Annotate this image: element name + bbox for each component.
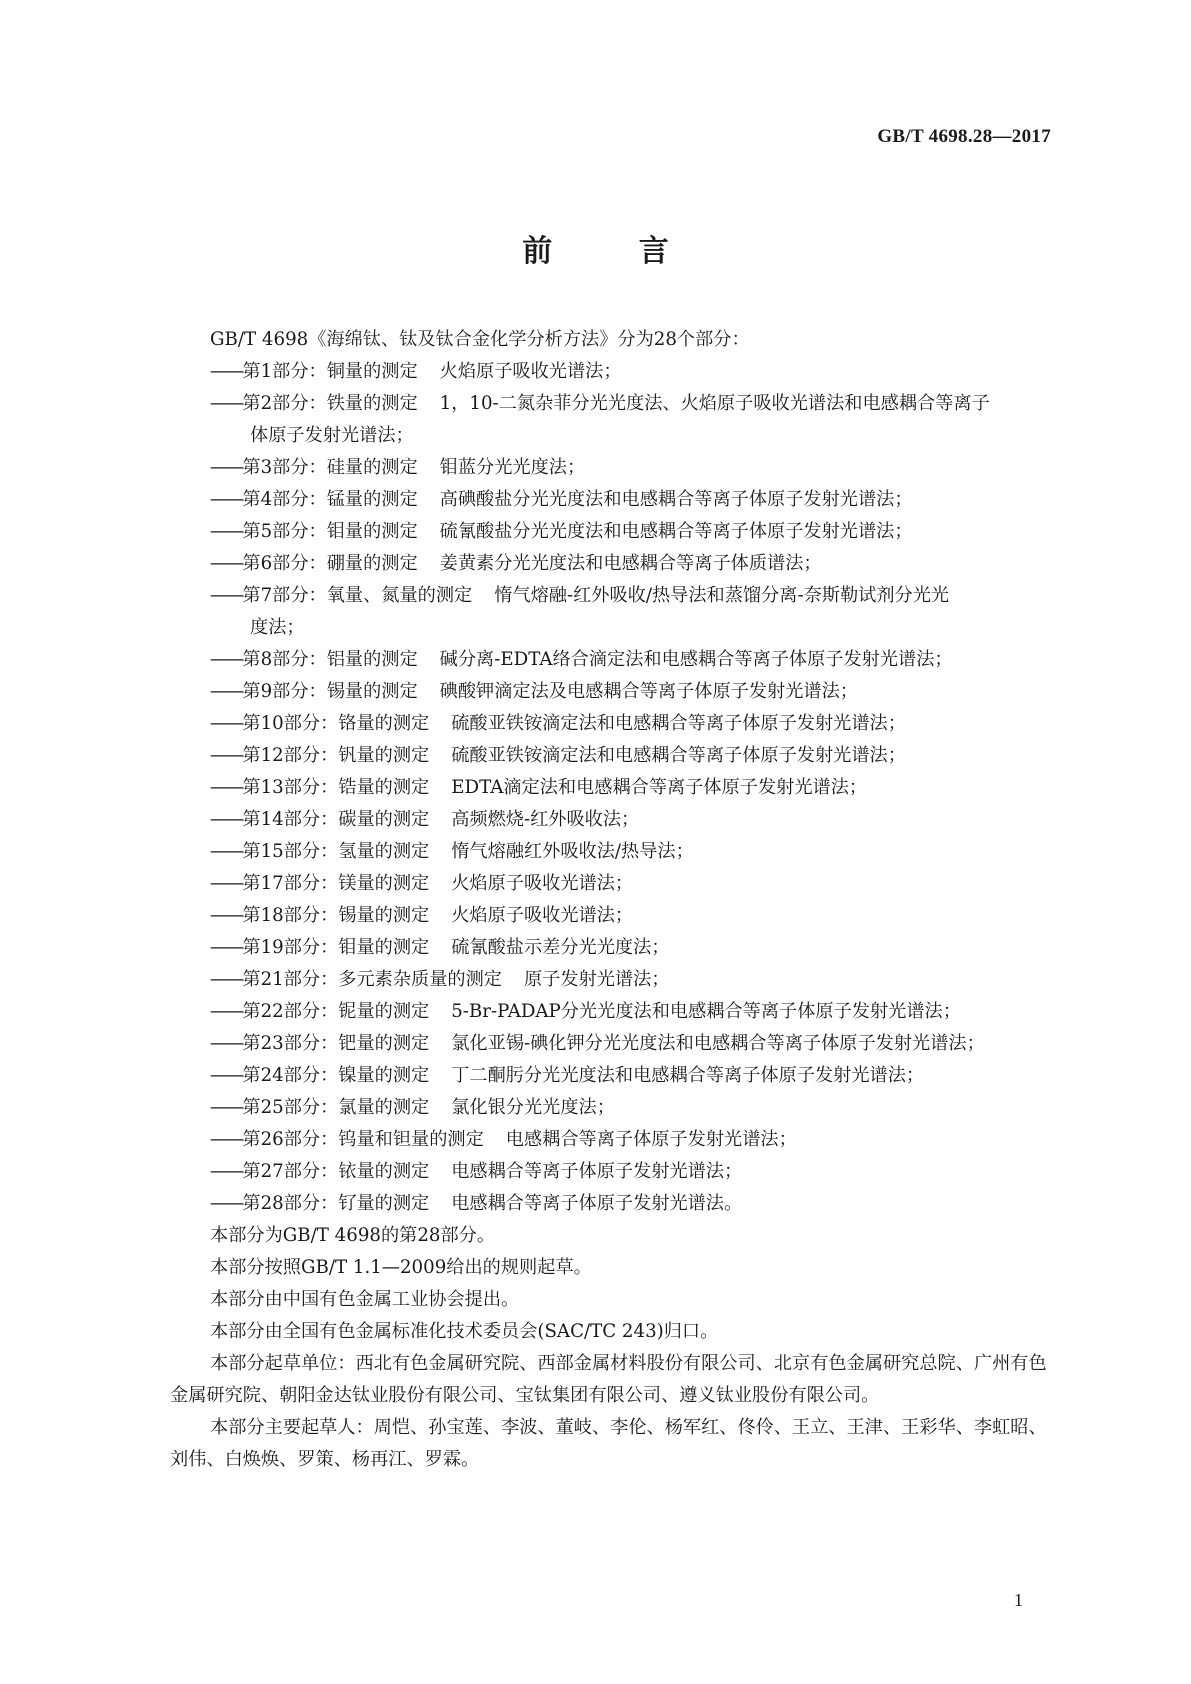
list-item xyxy=(170,356,1050,388)
parts-list xyxy=(170,356,1050,1220)
part-method: 电感耦合等离子体原子发射光谱法。 xyxy=(451,1193,743,1214)
part-method: 火焰原子吸收光谱法； xyxy=(451,905,634,926)
list-dash: —— xyxy=(210,1129,243,1150)
part-label: 第15部分：氢量的测定 xyxy=(242,841,430,862)
list-dash: —— xyxy=(210,969,243,990)
list-dash: —— xyxy=(210,937,243,958)
list-item xyxy=(170,1028,1050,1060)
list-item xyxy=(170,548,1050,580)
statement-paragraph: 本部分由中国有色金属工业协会提出。 xyxy=(210,1289,520,1310)
list-dash: —— xyxy=(210,585,243,606)
part-label: 第24部分：镍量的测定 xyxy=(242,1065,430,1086)
document-body xyxy=(170,324,1050,1476)
part-method: 惰气熔融红外吸收法/热导法； xyxy=(451,841,694,862)
list-dash: —— xyxy=(210,361,243,382)
list-item xyxy=(170,804,1050,836)
part-label: 第18部分：锡量的测定 xyxy=(242,905,430,926)
list-dash: —— xyxy=(210,745,243,766)
part-label: 第7部分：氧量、氮量的测定 xyxy=(242,585,473,606)
list-dash: —— xyxy=(210,649,243,670)
statement-paragraph: 本部分为GB/T 4698的第28部分。 xyxy=(210,1225,496,1246)
list-dash: —— xyxy=(210,809,243,830)
part-label: 第2部分：铁量的测定 xyxy=(242,393,418,414)
part-method: 高碘酸盐分光光度法和电感耦合等离子体原子发射光谱法； xyxy=(439,489,913,510)
list-item xyxy=(170,868,1050,900)
list-item xyxy=(170,836,1050,868)
part-label: 第26部分：钨量和钽量的测定 xyxy=(242,1129,484,1150)
part-method: 碘酸钾滴定法及电感耦合等离子体原子发射光谱法； xyxy=(439,681,858,702)
part-label: 第25部分：氯量的测定 xyxy=(242,1097,430,1118)
list-item xyxy=(170,676,1050,708)
part-method: 1，10-二氮杂菲分光光度法、火焰原子吸收光谱法和电感耦合等离子 xyxy=(439,393,990,414)
list-item xyxy=(170,516,1050,548)
part-label: 第6部分：硼量的测定 xyxy=(242,553,418,574)
list-dash: —— xyxy=(210,1161,243,1182)
part-label: 第12部分：钒量的测定 xyxy=(242,745,430,766)
list-dash: —— xyxy=(210,457,243,478)
part-method: 硫氰酸盐分光光度法和电感耦合等离子体原子发射光谱法； xyxy=(439,521,913,542)
list-item xyxy=(170,1092,1050,1124)
part-method: 氯化亚锡-碘化钾分光光度法和电感耦合等离子体原子发射光谱法； xyxy=(451,1033,985,1054)
list-item xyxy=(170,388,1050,452)
list-dash: —— xyxy=(210,873,243,894)
list-item xyxy=(170,1188,1050,1220)
list-item xyxy=(170,772,1050,804)
list-dash: —— xyxy=(210,1033,243,1054)
list-dash: —— xyxy=(210,905,243,926)
part-method: 硫氰酸盐示差分光光度法； xyxy=(451,937,670,958)
part-method: 电感耦合等离子体原子发射光谱法； xyxy=(451,1161,743,1182)
list-dash: —— xyxy=(210,1193,243,1214)
list-dash: —— xyxy=(210,777,243,798)
part-method-continuation: 体原子发射光谱法； xyxy=(250,425,414,446)
part-method: 硫酸亚铁铵滴定法和电感耦合等离子体原子发射光谱法； xyxy=(451,745,906,766)
list-dash: —— xyxy=(210,553,243,574)
list-dash: —— xyxy=(210,521,243,542)
list-item xyxy=(170,484,1050,516)
part-label: 第13部分：锆量的测定 xyxy=(242,777,430,798)
part-method: 惰气熔融-红外吸收/热导法和蒸馏分离-奈斯勒试剂分光光 xyxy=(494,585,950,606)
part-method: 火焰原子吸收光谱法； xyxy=(451,873,634,894)
part-label: 第17部分：镁量的测定 xyxy=(242,873,430,894)
part-label: 第5部分：钼量的测定 xyxy=(242,521,418,542)
part-label: 第3部分：硅量的测定 xyxy=(242,457,418,478)
list-dash: —— xyxy=(210,1001,243,1022)
list-dash: —— xyxy=(210,489,243,510)
statement-paragraph: 本部分由全国有色金属标准化技术委员会(SAC/TC 243)归口。 xyxy=(210,1321,719,1342)
list-dash: —— xyxy=(210,713,243,734)
part-method: 碱分离-EDTA络合滴定法和电感耦合等离子体原子发射光谱法； xyxy=(439,649,953,670)
list-dash: —— xyxy=(210,393,243,414)
part-method: 电感耦合等离子体原子发射光谱法； xyxy=(505,1129,797,1150)
statements xyxy=(170,1220,1050,1476)
list-item xyxy=(170,900,1050,932)
part-label: 第10部分：铬量的测定 xyxy=(242,713,430,734)
part-method: 火焰原子吸收光谱法； xyxy=(439,361,622,382)
list-item xyxy=(170,932,1050,964)
list-dash: —— xyxy=(210,1097,243,1118)
list-item xyxy=(170,580,1050,644)
part-method: 姜黄素分光光度法和电感耦合等离子体质谱法； xyxy=(439,553,822,574)
list-item xyxy=(170,740,1050,772)
page-title: 前 言 xyxy=(522,234,707,269)
part-method: 高频燃烧-红外吸收法； xyxy=(451,809,640,830)
part-label: 第8部分：铝量的测定 xyxy=(242,649,418,670)
part-label: 第9部分：锡量的测定 xyxy=(242,681,418,702)
list-item xyxy=(170,452,1050,484)
list-item xyxy=(170,644,1050,676)
part-label: 第22部分：铌量的测定 xyxy=(242,1001,430,1022)
part-method: 氯化银分光光度法； xyxy=(451,1097,615,1118)
list-dash: —— xyxy=(210,1065,243,1086)
part-method: EDTA滴定法和电感耦合等离子体原子发射光谱法； xyxy=(451,777,868,798)
page-number: 1 xyxy=(1014,1590,1023,1610)
list-item xyxy=(170,1124,1050,1156)
part-label: 第28部分：钌量的测定 xyxy=(242,1193,430,1214)
list-dash: —— xyxy=(210,841,243,862)
part-method: 5-Br-PADAP分光光度法和电感耦合等离子体原子发射光谱法； xyxy=(451,1001,961,1022)
statement-paragraph: 本部分按照GB/T 1.1—2009给出的规则起草。 xyxy=(210,1257,592,1278)
part-label: 第4部分：锰量的测定 xyxy=(242,489,418,510)
intro-paragraph: GB/T 4698《海绵钛、钛及钛合金化学分析方法》分为28个部分： xyxy=(210,329,750,350)
statement-paragraph: 本部分主要起草人：周恺、孙宝莲、李波、董岐、李伦、杨军红、佟伶、王立、王津、王彩华、李虹昭、刘伟、白焕焕、罗策、杨再江、罗霖。 xyxy=(170,1417,1047,1470)
list-item xyxy=(170,996,1050,1028)
part-method: 硫酸亚铁铵滴定法和电感耦合等离子体原子发射光谱法； xyxy=(451,713,906,734)
list-item xyxy=(170,708,1050,740)
part-label: 第1部分：铜量的测定 xyxy=(242,361,418,382)
list-item xyxy=(170,964,1050,996)
standard-code: GB/T 4698.28—2017 xyxy=(877,126,1051,147)
list-item xyxy=(170,1156,1050,1188)
part-label: 第23部分：钯量的测定 xyxy=(242,1033,430,1054)
part-method: 原子发射光谱法； xyxy=(523,969,670,990)
part-method-continuation: 度法； xyxy=(250,617,305,638)
part-label: 第19部分：钼量的测定 xyxy=(242,937,430,958)
statement-paragraph: 本部分起草单位：西北有色金属研究院、西部金属材料股份有限公司、北京有色金属研究总院、广州有色金属研究院、朝阳金达钛业股份有限公司、宝钛集团有限公司、遵义钛业股份有限公司。 xyxy=(170,1353,1047,1406)
list-dash: —— xyxy=(210,681,243,702)
part-method: 丁二酮肟分光光度法和电感耦合等离子体原子发射光谱法； xyxy=(451,1065,925,1086)
part-method: 钼蓝分光光度法； xyxy=(439,457,586,478)
part-label: 第21部分：多元素杂质量的测定 xyxy=(242,969,502,990)
part-label: 第27部分：铱量的测定 xyxy=(242,1161,430,1182)
part-label: 第14部分：碳量的测定 xyxy=(242,809,430,830)
list-item xyxy=(170,1060,1050,1092)
